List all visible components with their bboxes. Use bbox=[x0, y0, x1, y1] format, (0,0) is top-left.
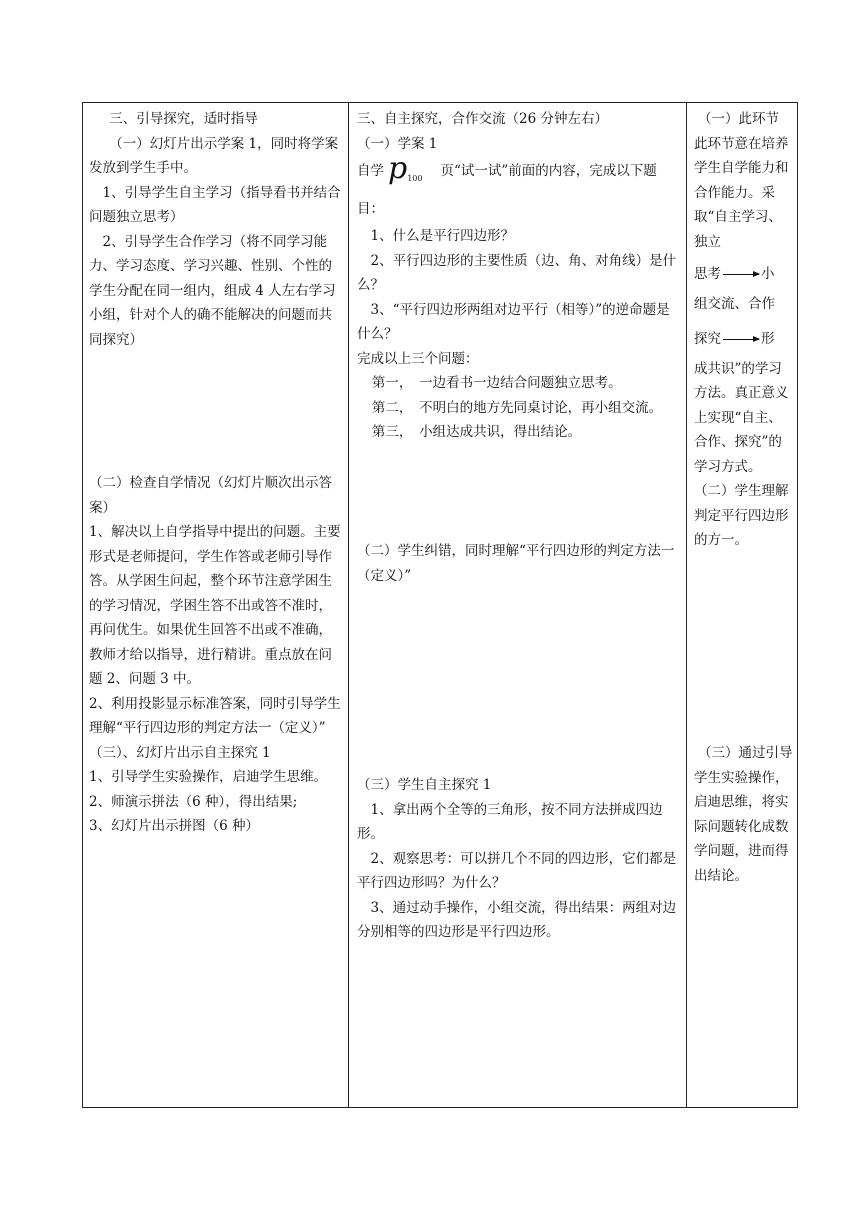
instruction: 完成以上三个问题： bbox=[357, 350, 479, 367]
paragraph: （二）学生纠错，同时理解“平行四边形的判定方法一（定义）” bbox=[357, 543, 675, 584]
intent-flow-line bbox=[694, 258, 794, 290]
intent-text: 组交流、合作 bbox=[694, 296, 775, 312]
question: 2、平行四边形的主要性质（边、角、对角线）是什么？ bbox=[357, 252, 677, 293]
paragraph: 3、通过动手操作，小组交流，得出结果：两组对边分别相等的四边形是平行四边形。 bbox=[357, 899, 677, 940]
paragraph: 3、幻灯片出示拼图（6 种） bbox=[89, 818, 259, 834]
paragraph: （三）学生自主探究 1 bbox=[357, 777, 492, 793]
reading-suffix: 页“试一试”前面的内容，完成以下题目： bbox=[357, 163, 657, 217]
page-variable: p bbox=[388, 151, 408, 186]
teacher-section-2 bbox=[89, 471, 345, 839]
student-section-1 bbox=[357, 107, 681, 445]
section-title: 三、自主探究，合作交流（26 分钟左右） bbox=[357, 111, 608, 127]
intent-flow-small: 小 bbox=[761, 266, 775, 282]
step: 第三， 小组达成共识，得出结论。 bbox=[371, 424, 582, 440]
student-section-2 bbox=[357, 539, 681, 588]
student-activity-column bbox=[349, 103, 687, 1107]
intent-text: 成共识”的学习方法。真正意义上实现“自主、合作、探究”的学习方式。 bbox=[694, 360, 789, 475]
lesson-plan-table bbox=[82, 102, 798, 1108]
paragraph: （一）幻灯片出示学案 1，同时将学案发放到学生手中。 bbox=[89, 135, 339, 176]
question: 3、“平行四边形两组对边平行（相等）”的逆命题是什么？ bbox=[357, 301, 670, 342]
teacher-section-1 bbox=[89, 107, 345, 352]
paragraph: 1、解决以上自学指导中提出的问题。主要形式是老师提问，学生作答或老师引导作答。从学困生问起，整个环节注意学困生的学习情况，学困生答不出或答不准时，再问优生。如果优生回答不出或不准确，教师才给以指导，进行精讲。重点放在问题 2、问题 3 中。 bbox=[89, 524, 341, 687]
page-number: 100 bbox=[407, 174, 423, 183]
step: 第二， 不明白的地方先同桌讨论，再小组交流。 bbox=[371, 399, 663, 416]
paragraph: （三）、幻灯片出示自主探究 1 bbox=[89, 744, 271, 761]
reading-task bbox=[357, 151, 681, 224]
intent-flow-line bbox=[694, 323, 794, 355]
intent-flow-explore: 探究 bbox=[694, 330, 721, 347]
intent-text: 此环节意在培养学生自学能力和合作能力。采取“自主学习、独立 bbox=[694, 135, 789, 250]
paragraph: 1、引导学生实验操作，启迪学生思维。 bbox=[89, 769, 328, 785]
reading-prefix: 自学 bbox=[357, 163, 384, 179]
intent-text: （三）通过引导学生实验操作，启迪思维，将实际问题转化成数学问题，进而得出结论。 bbox=[694, 745, 793, 884]
paragraph: 2、利用投影显示标准答案，同时引导学生理解“平行四边形的判定方法一（定义）” bbox=[89, 695, 341, 736]
intent-section-3 bbox=[694, 741, 794, 888]
question: 1、什么是平行四边形？ bbox=[370, 228, 515, 244]
step: 第一， 一边看书一边结合问题独立思考。 bbox=[371, 375, 622, 391]
paragraph: 1、拿出两个全等的三角形，按不同方法拼成四边形。 bbox=[357, 801, 663, 842]
intent-section-1 bbox=[694, 107, 794, 553]
design-intent-column bbox=[687, 103, 799, 1107]
paragraph: （二）检查自学情况（幻灯片顺次出示答案） bbox=[89, 475, 332, 516]
teacher-activity-column bbox=[83, 103, 349, 1107]
paragraph: 2、观察思考：可以拼几个不同的四边形，它们都是平行四边形吗？为什么？ bbox=[357, 850, 677, 891]
intent-heading: （一）此环节 bbox=[698, 111, 780, 127]
section-title: 三、引导探究，适时指导 bbox=[109, 111, 258, 127]
arrow-right-icon bbox=[723, 274, 759, 275]
arrow-right-icon bbox=[723, 339, 759, 340]
intent-flow-think: 思考 bbox=[694, 266, 721, 282]
paragraph: 2、引导学生合作学习（将不同学习能力、学习态度、学习兴趣、性别、个性的学生分配在同一组内，组成 4 人左右学习小组，针对个人的确不能解决的问题而共同探究） bbox=[89, 233, 336, 348]
intent-text: （二）学生理解判定平行四边形的方一。 bbox=[694, 483, 789, 548]
paragraph: 2、师演示拼法（6 种），得出结果; bbox=[89, 793, 298, 810]
paragraph: 1、引导学生自主学习（指导看书并结合问题独立思考） bbox=[89, 184, 341, 225]
intent-flow-form: 形 bbox=[761, 330, 775, 347]
case-heading: （一）学案 1 bbox=[357, 135, 438, 152]
student-section-3 bbox=[357, 773, 681, 945]
